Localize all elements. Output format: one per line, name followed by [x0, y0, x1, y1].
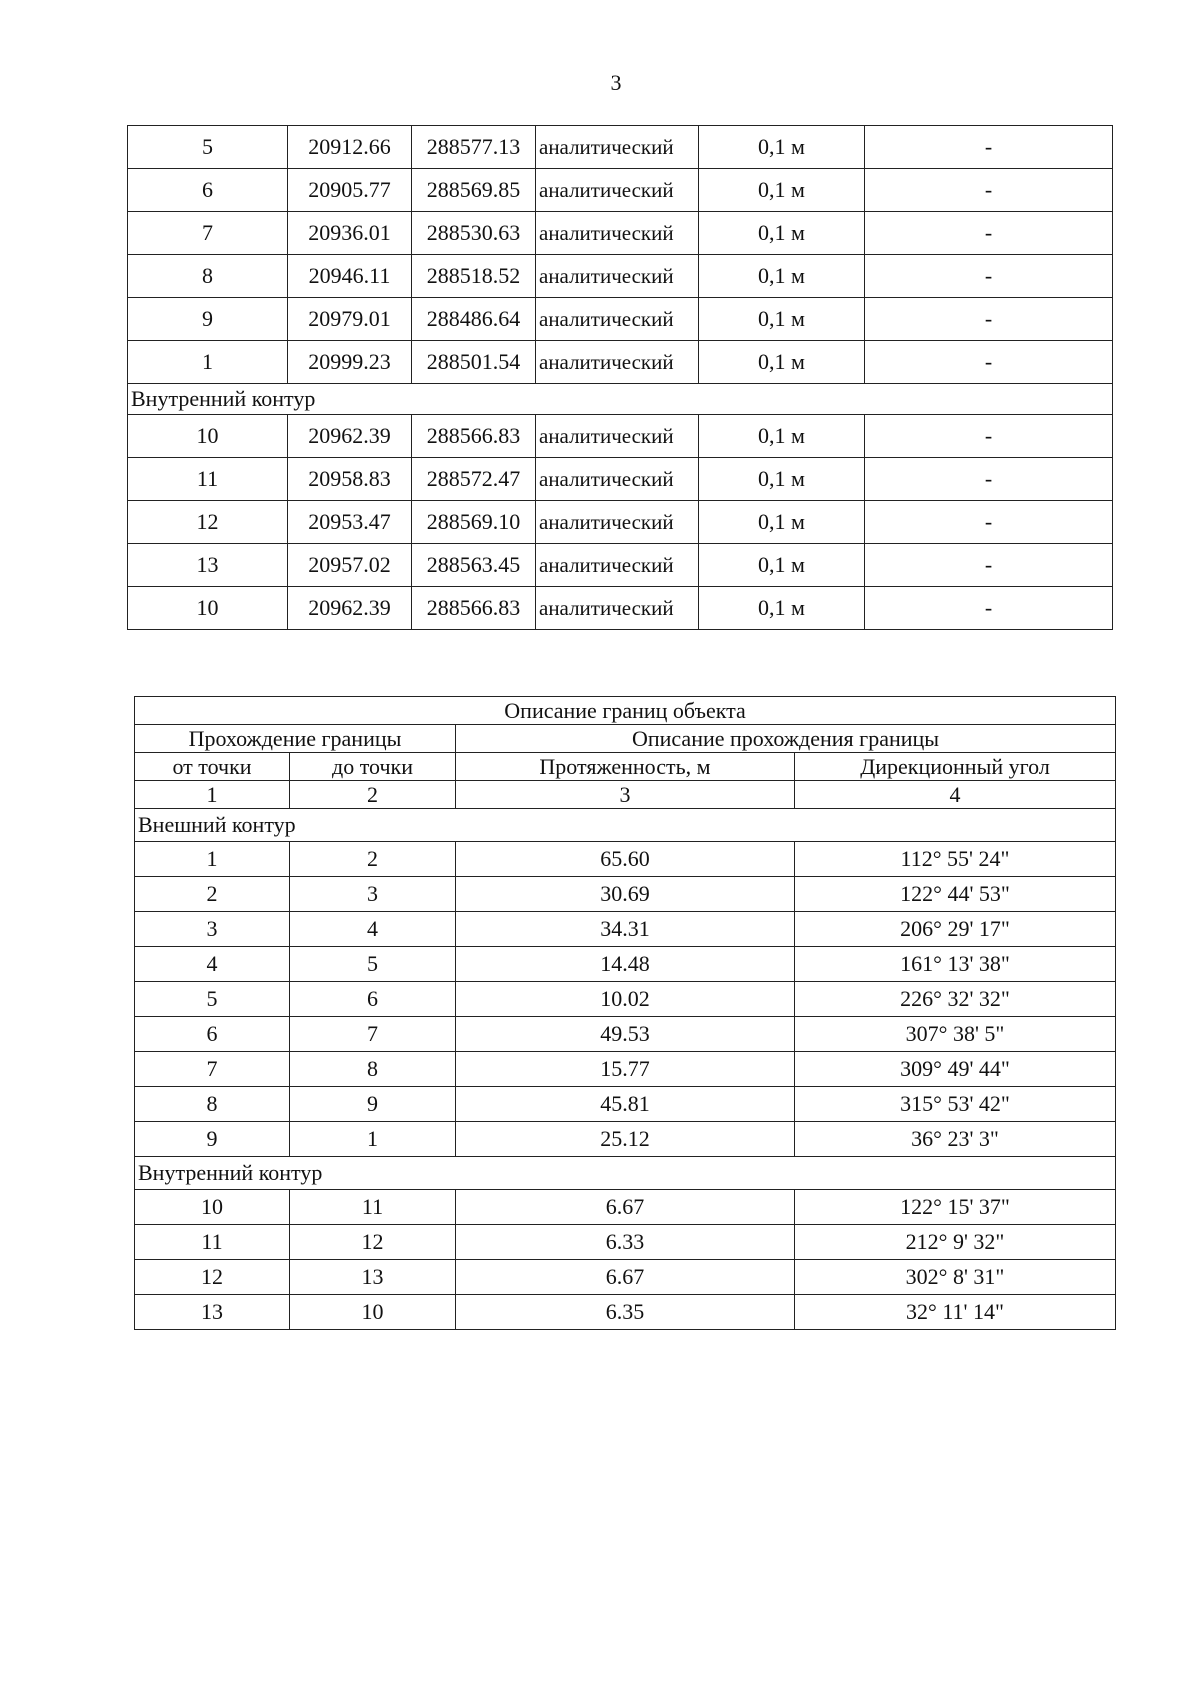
cell-x: 20936.01 [288, 212, 412, 255]
cell-angle: 122° 15' 37" [795, 1190, 1116, 1225]
table-row [135, 877, 1116, 912]
col-number: 2 [290, 781, 456, 809]
cell-angle: 226° 32' 32" [795, 982, 1116, 1017]
cell-to: 8 [290, 1052, 456, 1087]
cell-method: аналитический [536, 458, 699, 501]
cell-method: аналитический [536, 212, 699, 255]
boundary-title: Описание границ объекта [135, 697, 1116, 725]
table-row [135, 1052, 1116, 1087]
table-row [135, 1190, 1116, 1225]
cell-angle: 212° 9' 32" [795, 1225, 1116, 1260]
cell-note: - [865, 415, 1113, 458]
cell-y: 288569.85 [412, 169, 536, 212]
cell-note: - [865, 298, 1113, 341]
cell-to: 2 [290, 842, 456, 877]
section-row [135, 809, 1116, 842]
cell-point: 8 [128, 255, 288, 298]
col-number: 4 [795, 781, 1116, 809]
cell-from: 13 [135, 1295, 290, 1330]
cell-to: 5 [290, 947, 456, 982]
cell-to: 3 [290, 877, 456, 912]
cell-x: 20999.23 [288, 341, 412, 384]
cell-to: 11 [290, 1190, 456, 1225]
cell-y: 288577.13 [412, 126, 536, 169]
boundary-inner-section [135, 1157, 1116, 1190]
cell-x: 20979.01 [288, 298, 412, 341]
cell-from: 12 [135, 1260, 290, 1295]
cell-angle: 32° 11' 14" [795, 1295, 1116, 1330]
table-row [128, 415, 1113, 458]
cell-x: 20957.02 [288, 544, 412, 587]
cell-method: аналитический [536, 544, 699, 587]
boundary-table [134, 696, 1116, 1330]
cell-from: 4 [135, 947, 290, 982]
cell-accuracy: 0,1 м [699, 544, 865, 587]
cell-note: - [865, 587, 1113, 630]
cell-y: 288566.83 [412, 587, 536, 630]
col-to-header: до точки [290, 753, 456, 781]
coordinates-inner-section [128, 384, 1113, 415]
table-row [135, 1017, 1116, 1052]
cell-length: 6.67 [456, 1190, 795, 1225]
section-row [128, 384, 1113, 415]
table-row [128, 255, 1113, 298]
cell-note: - [865, 501, 1113, 544]
cell-to: 6 [290, 982, 456, 1017]
cell-length: 6.35 [456, 1295, 795, 1330]
cell-angle: 122° 44' 53" [795, 877, 1116, 912]
cell-to: 1 [290, 1122, 456, 1157]
cell-x: 20962.39 [288, 415, 412, 458]
cell-angle: 302° 8' 31" [795, 1260, 1116, 1295]
cell-y: 288501.54 [412, 341, 536, 384]
cell-accuracy: 0,1 м [699, 587, 865, 630]
group-header-row [135, 725, 1116, 753]
cell-angle: 36° 23' 3" [795, 1122, 1116, 1157]
table-row [128, 298, 1113, 341]
cell-x: 20958.83 [288, 458, 412, 501]
cell-angle: 112° 55' 24" [795, 842, 1116, 877]
cell-x: 20905.77 [288, 169, 412, 212]
cell-accuracy: 0,1 м [699, 415, 865, 458]
cell-to: 13 [290, 1260, 456, 1295]
cell-to: 10 [290, 1295, 456, 1330]
cell-to: 7 [290, 1017, 456, 1052]
cell-length: 14.48 [456, 947, 795, 982]
cell-point: 11 [128, 458, 288, 501]
cell-method: аналитический [536, 341, 699, 384]
cell-x: 20953.47 [288, 501, 412, 544]
cell-from: 7 [135, 1052, 290, 1087]
cell-accuracy: 0,1 м [699, 458, 865, 501]
cell-accuracy: 0,1 м [699, 255, 865, 298]
table-row [128, 341, 1113, 384]
table-row [135, 1122, 1116, 1157]
cell-x: 20912.66 [288, 126, 412, 169]
cell-y: 288530.63 [412, 212, 536, 255]
cell-y: 288572.47 [412, 458, 536, 501]
cell-accuracy: 0,1 м [699, 298, 865, 341]
coordinates-outer-rows [128, 126, 1113, 384]
table-row [128, 212, 1113, 255]
cell-length: 6.33 [456, 1225, 795, 1260]
cell-method: аналитический [536, 415, 699, 458]
cell-angle: 315° 53' 42" [795, 1087, 1116, 1122]
cell-from: 8 [135, 1087, 290, 1122]
cell-note: - [865, 255, 1113, 298]
cell-point: 12 [128, 501, 288, 544]
table-row [128, 458, 1113, 501]
cell-length: 49.53 [456, 1017, 795, 1052]
cell-from: 9 [135, 1122, 290, 1157]
cell-note: - [865, 169, 1113, 212]
cell-from: 11 [135, 1225, 290, 1260]
cell-accuracy: 0,1 м [699, 169, 865, 212]
cell-point: 10 [128, 587, 288, 630]
table-row [135, 1087, 1116, 1122]
cell-length: 34.31 [456, 912, 795, 947]
table-row [135, 1260, 1116, 1295]
cell-point: 5 [128, 126, 288, 169]
cell-accuracy: 0,1 м [699, 341, 865, 384]
cell-angle: 309° 49' 44" [795, 1052, 1116, 1087]
cell-to: 12 [290, 1225, 456, 1260]
cell-from: 6 [135, 1017, 290, 1052]
column-number-row [135, 781, 1116, 809]
inner-contour-label: Внутренний контур [128, 384, 1113, 415]
inner-contour-label: Внутренний контур [135, 1157, 1116, 1190]
cell-point: 10 [128, 415, 288, 458]
cell-x: 20962.39 [288, 587, 412, 630]
cell-note: - [865, 341, 1113, 384]
table-title-row [135, 697, 1116, 725]
cell-point: 13 [128, 544, 288, 587]
cell-from: 3 [135, 912, 290, 947]
cell-y: 288563.45 [412, 544, 536, 587]
table-row [135, 947, 1116, 982]
table-row [128, 544, 1113, 587]
cell-length: 10.02 [456, 982, 795, 1017]
table-row [128, 501, 1113, 544]
cell-y: 288566.83 [412, 415, 536, 458]
cell-accuracy: 0,1 м [699, 212, 865, 255]
table-row [128, 126, 1113, 169]
column-header-row [135, 753, 1116, 781]
cell-to: 4 [290, 912, 456, 947]
table-row [135, 1295, 1116, 1330]
cell-from: 5 [135, 982, 290, 1017]
cell-accuracy: 0,1 м [699, 126, 865, 169]
page-number: 3 [610, 70, 622, 95]
table-row [128, 169, 1113, 212]
cell-method: аналитический [536, 501, 699, 544]
cell-method: аналитический [536, 255, 699, 298]
group-passage-header: Прохождение границы [135, 725, 456, 753]
col-length-header: Протяженность, м [456, 753, 795, 781]
table-row [128, 587, 1113, 630]
cell-length: 65.60 [456, 842, 795, 877]
coordinates-inner-rows [128, 415, 1113, 630]
cell-from: 1 [135, 842, 290, 877]
cell-note: - [865, 544, 1113, 587]
cell-method: аналитический [536, 126, 699, 169]
cell-y: 288569.10 [412, 501, 536, 544]
col-from-header: от точки [135, 753, 290, 781]
table-row [135, 982, 1116, 1017]
cell-angle: 161° 13' 38" [795, 947, 1116, 982]
cell-from: 10 [135, 1190, 290, 1225]
boundary-inner-rows [135, 1190, 1116, 1330]
cell-method: аналитический [536, 169, 699, 212]
cell-to: 9 [290, 1087, 456, 1122]
cell-y: 288486.64 [412, 298, 536, 341]
cell-length: 15.77 [456, 1052, 795, 1087]
cell-length: 30.69 [456, 877, 795, 912]
cell-note: - [865, 458, 1113, 501]
cell-angle: 307° 38' 5" [795, 1017, 1116, 1052]
cell-length: 6.67 [456, 1260, 795, 1295]
cell-point: 6 [128, 169, 288, 212]
cell-from: 2 [135, 877, 290, 912]
group-description-header: Описание прохождения границы [456, 725, 1116, 753]
cell-method: аналитический [536, 298, 699, 341]
cell-point: 7 [128, 212, 288, 255]
cell-point: 1 [128, 341, 288, 384]
cell-length: 45.81 [456, 1087, 795, 1122]
col-number: 1 [135, 781, 290, 809]
outer-contour-label: Внешний контур [135, 809, 1116, 842]
cell-accuracy: 0,1 м [699, 501, 865, 544]
col-angle-header: Дирекционный угол [795, 753, 1116, 781]
col-number: 3 [456, 781, 795, 809]
cell-x: 20946.11 [288, 255, 412, 298]
table-row [135, 1225, 1116, 1260]
cell-point: 9 [128, 298, 288, 341]
boundary-outer-rows [135, 842, 1116, 1157]
cell-angle: 206° 29' 17" [795, 912, 1116, 947]
cell-method: аналитический [536, 587, 699, 630]
cell-y: 288518.52 [412, 255, 536, 298]
cell-note: - [865, 126, 1113, 169]
table-row [135, 912, 1116, 947]
cell-length: 25.12 [456, 1122, 795, 1157]
cell-note: - [865, 212, 1113, 255]
table-row [135, 842, 1116, 877]
coordinates-table [127, 125, 1113, 630]
section-row [135, 1157, 1116, 1190]
